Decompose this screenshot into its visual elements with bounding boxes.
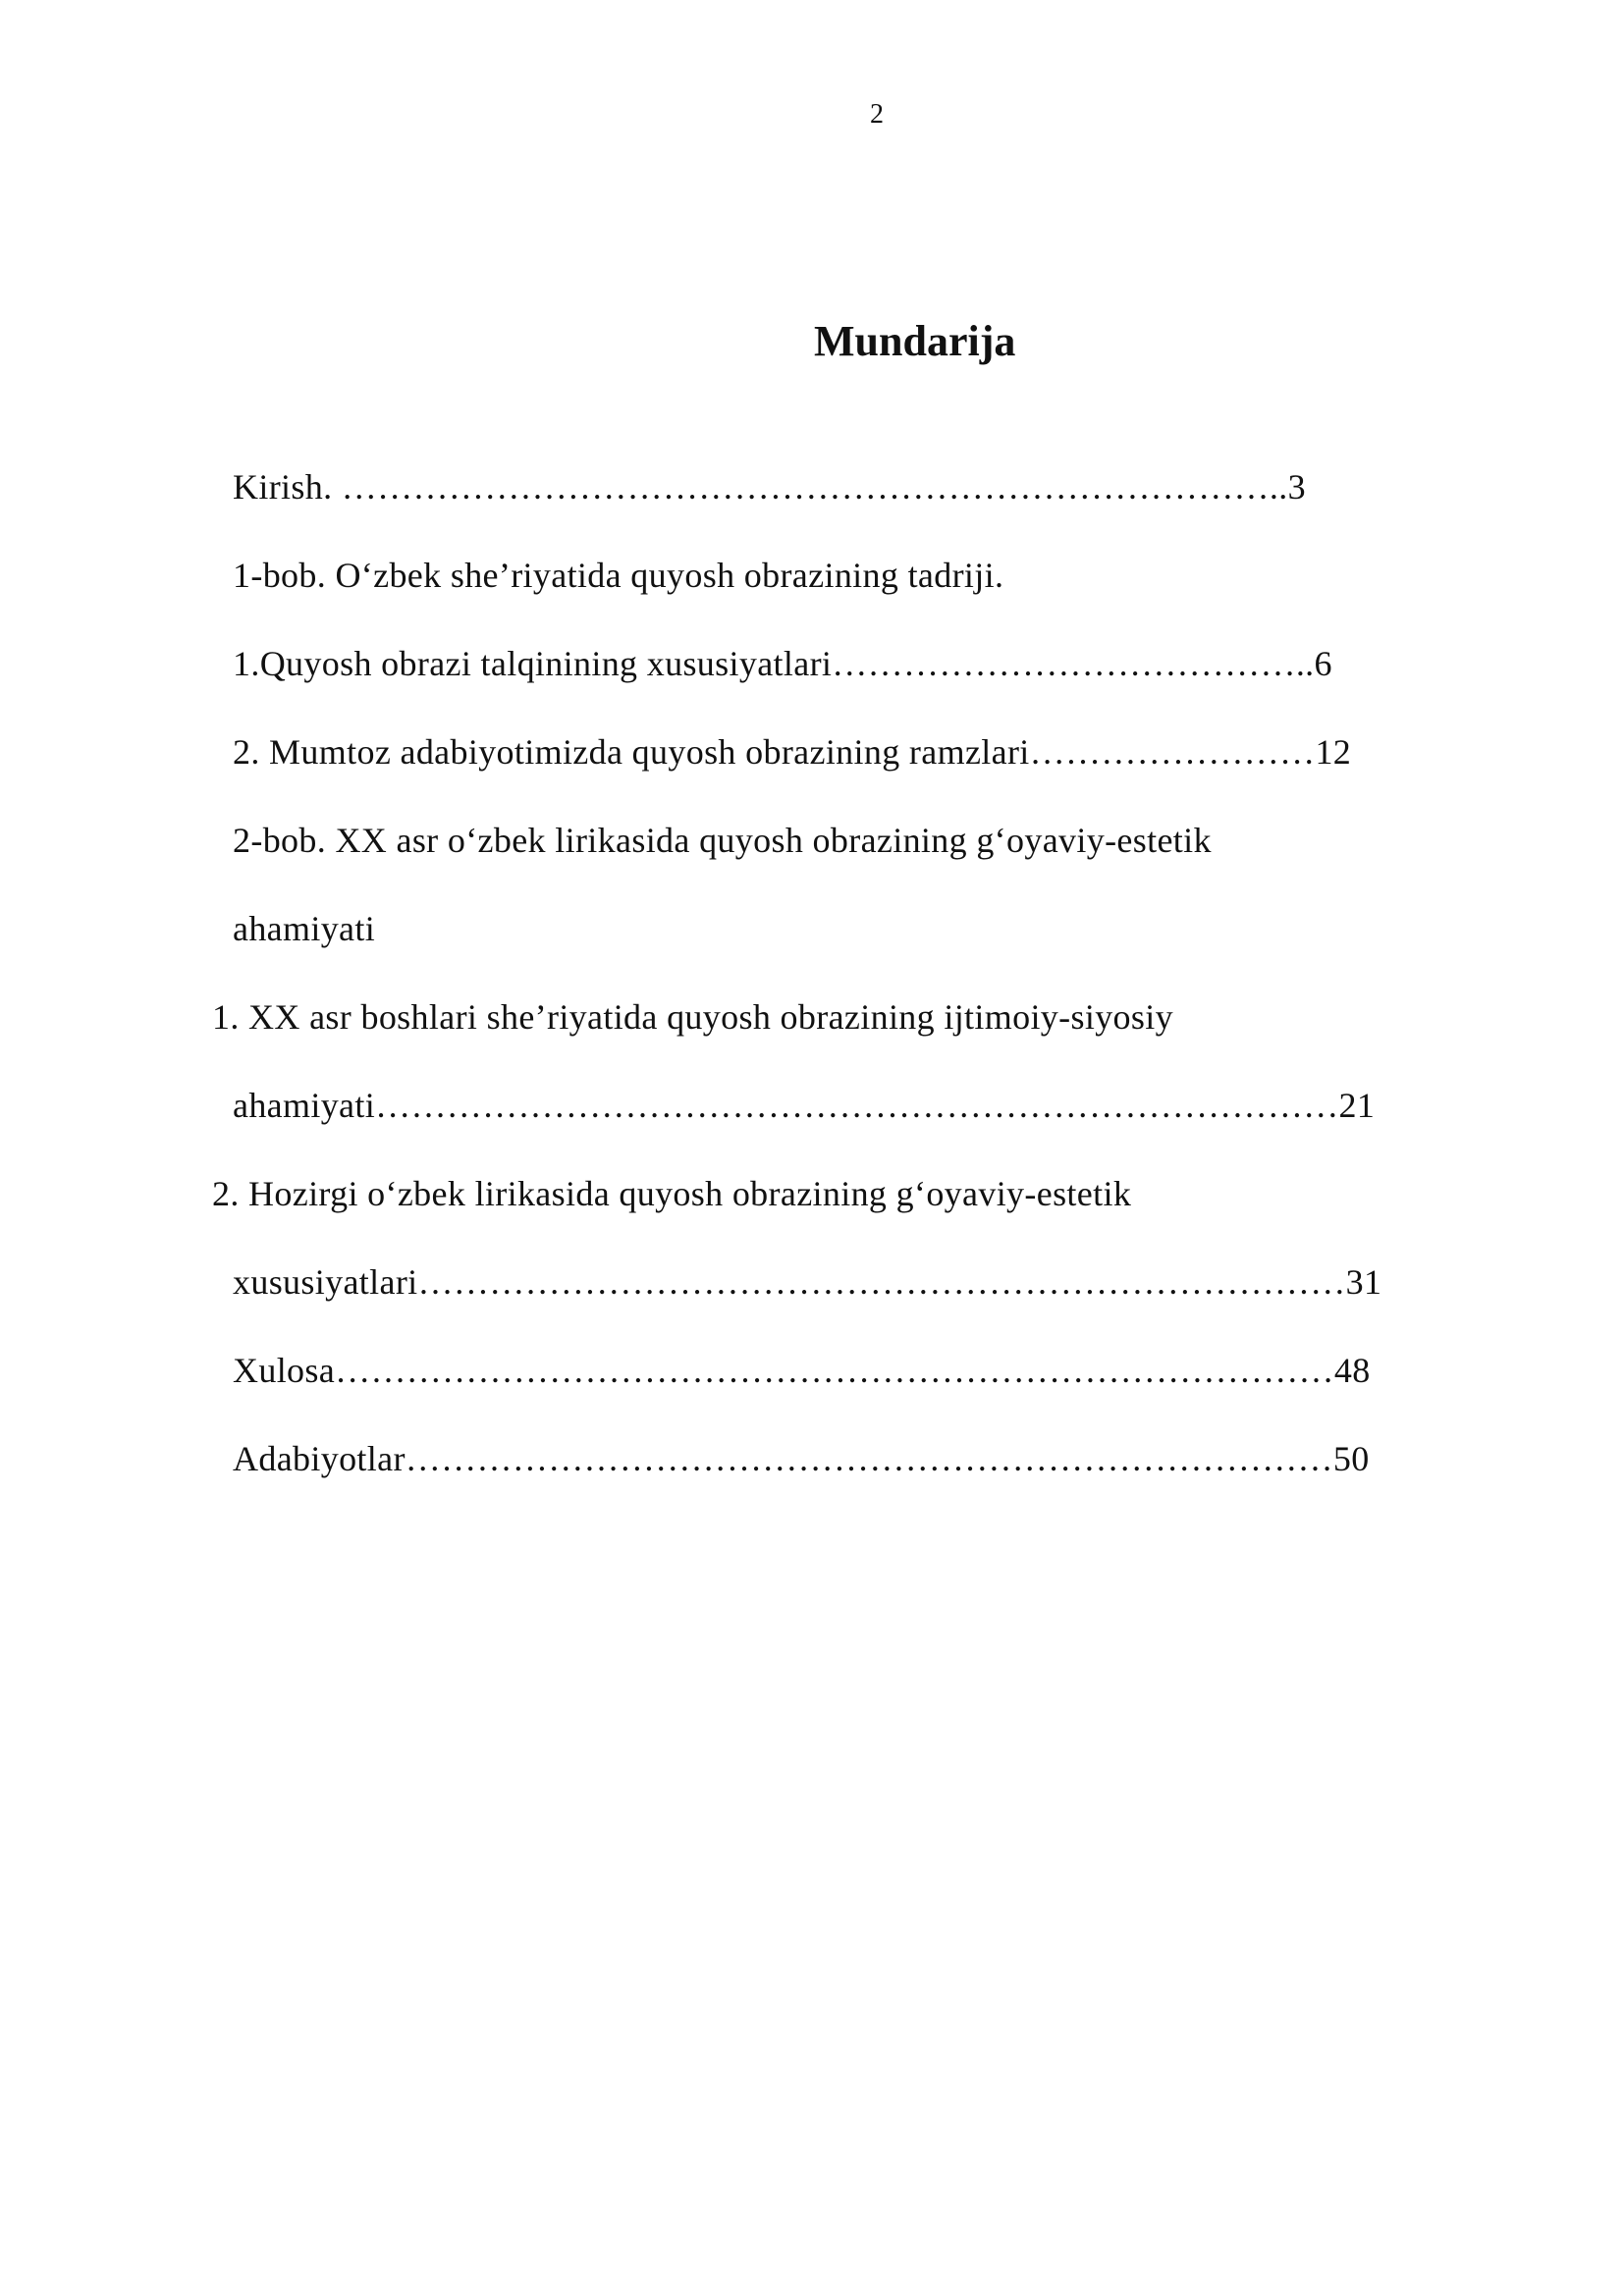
toc-chapter-2-continued: ahamiyati: [233, 909, 376, 948]
toc-chapter-2: 2-bob. XX asr o‘zbek lirikasida quyosh obrazining g‘oyaviy-estetik: [233, 821, 1212, 860]
toc-entry-1-2: 2. Mumtoz adabiyotimizda quyosh obrazining ramzlari……………………12: [233, 732, 1352, 772]
toc-chapter-1: 1-bob. O‘zbek she’riyatida quyosh obrazining tadriji.: [233, 556, 1004, 595]
toc-entry-conclusion: Xulosa…………………………………………………………………………48: [233, 1351, 1371, 1390]
toc-entry-2-1: 1. XX asr boshlari she’riyatida quyosh obrazining ijtimoiy-siyosiy: [212, 997, 1173, 1037]
page-title: Mundarija: [814, 317, 1016, 365]
page-number: 2: [870, 99, 884, 130]
toc-entry-introduction: Kirish. ……………………………………………………………………..3: [233, 467, 1306, 507]
toc-entry-1-1: 1.Quyosh obrazi talqinining xususiyatlari…………………………………..6: [233, 644, 1332, 683]
toc-entry-2-2: 2. Hozirgi o‘zbek lirikasida quyosh obrazining g‘oyaviy-estetik: [212, 1174, 1132, 1213]
toc-entry-2-2-continued: xususiyatlari……………………………………………………………………31: [233, 1262, 1382, 1302]
toc-entry-2-1-continued: ahamiyati………………………………………………………………………21: [233, 1086, 1376, 1125]
toc-entry-references: Adabiyotlar……………………………………………………………………50: [233, 1439, 1370, 1478]
